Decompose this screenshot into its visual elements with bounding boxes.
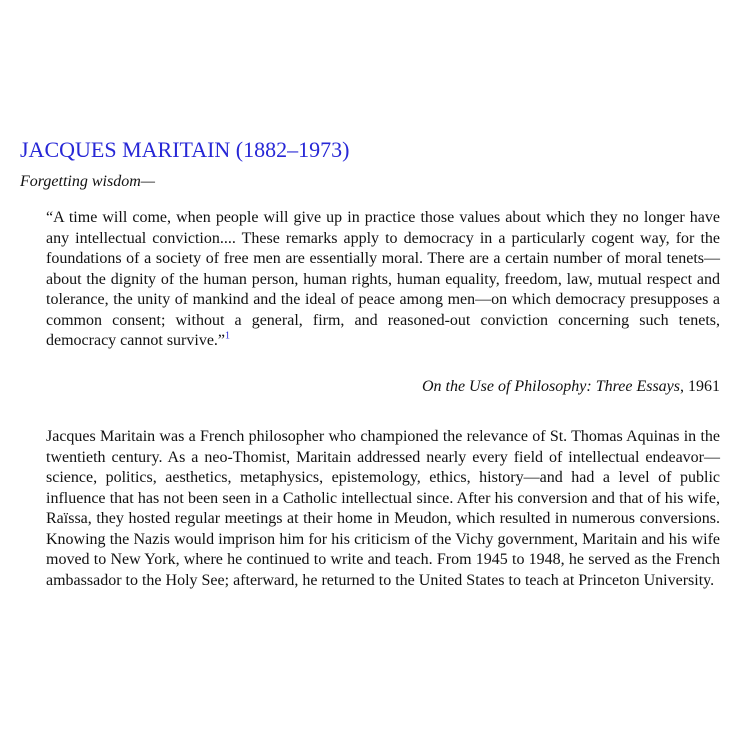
footnote-marker[interactable]: 1 <box>225 330 231 342</box>
section-subtitle: Forgetting wisdom— <box>20 173 155 190</box>
source-year: , 1961 <box>680 378 720 395</box>
source-title: On the Use of Philosophy: Three Essays <box>421 378 680 395</box>
biography-paragraph: Jacques Maritain was a French philosopher who championed the relevance of St. Thomas Aquinas in the twentieth century. As a neo-Thomist, Maritain addressed nearly every field of intellectual endeavor—science, politics, aesthetics, metaphysics, epistemology, ethics, history—and had a level of public influence that has not been seen in a Catholic intellectual since. After his conversion and that of his wife, Raïssa, they hosted regular meetings at their home in Meudon, which resulted in numerous conversions. Knowing the Nazis would imprison him for his criticism of the Vichy government, Maritain and his wife moved to New York, where he continued to write and teach. From 1945 to 1948, he served as the French ambassador to the Holy See; afterward, he returned to the United States to teach at Princeton University. <box>46 428 720 589</box>
page-title: JACQUES MARITAIN (1882–1973) <box>20 137 350 162</box>
quote-text: “A time will come, when people will give up in practice those values about which they no longer have any intellectual conviction.... These remarks apply to democracy in a particularly cogent way, for the foundations of a society of free men are essentially moral. There are a certain number of moral tenets—about the dignity of the human person, human rights, human equality, freedom, law, mutual respect and tolerance, the unity of mankind and the ideal of peace among men—on which democracy presupposes a common consent; without a general, firm, and reasoned-out conviction concerning such tenets, democracy cannot survive.” <box>46 209 720 349</box>
quote-block <box>46 208 720 352</box>
quote-source <box>422 376 720 398</box>
